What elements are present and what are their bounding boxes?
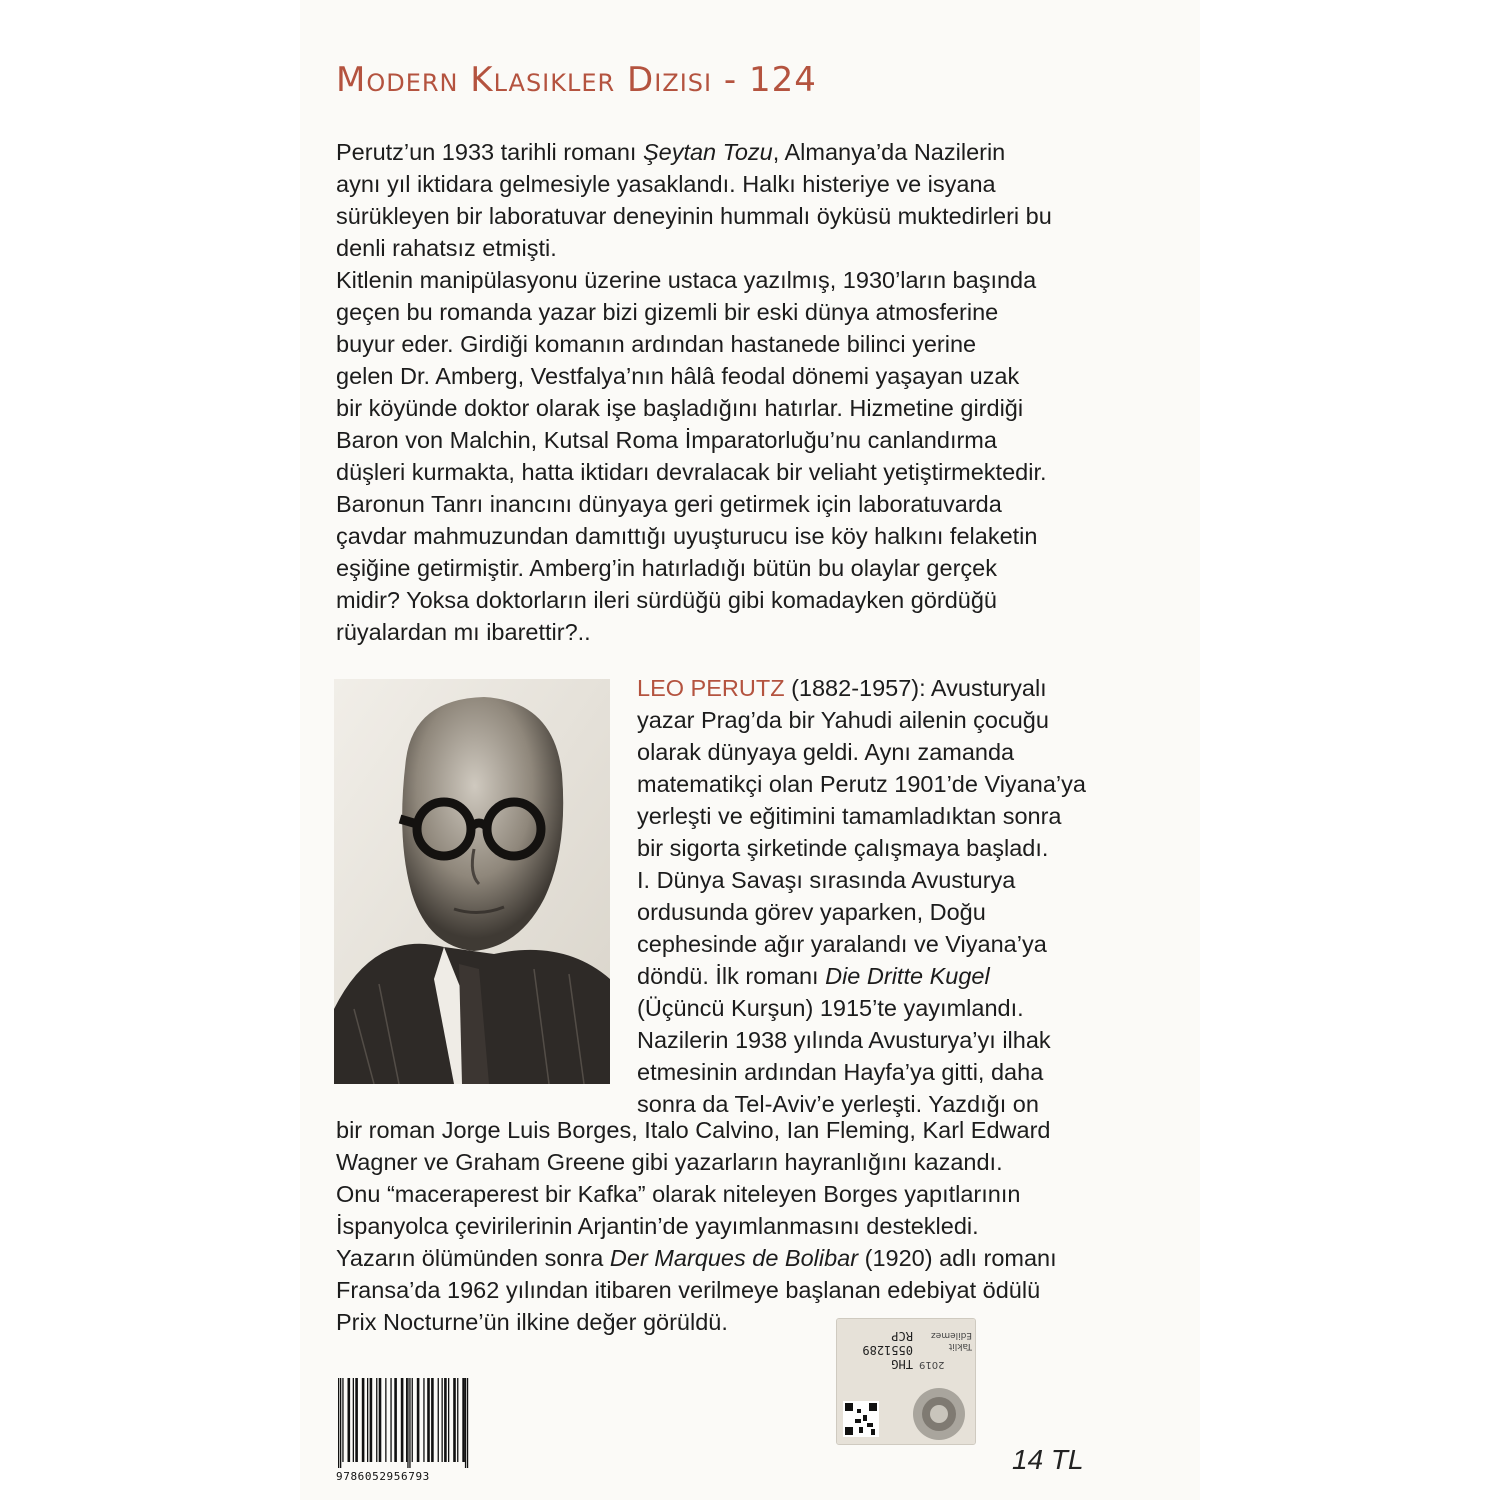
- text-segment: Nazilerin 1938 yılında Avusturya’yı ilhak: [637, 1027, 1051, 1053]
- author-biography: [336, 1114, 1126, 1338]
- barcode-bar: [409, 1378, 410, 1468]
- text-segment: döndü. İlk romanı: [637, 963, 826, 989]
- text-line: [637, 864, 1137, 896]
- barcode-bar: [362, 1378, 365, 1462]
- text-line: [637, 1056, 1137, 1088]
- text-line: [336, 1146, 1126, 1178]
- barcode-bar: [355, 1378, 358, 1462]
- text-segment: (Üçüncü Kurşun) 1915’te yayımlandı.: [637, 995, 1024, 1021]
- author-portrait-drawing: [334, 679, 610, 1084]
- text-segment: , Almanya’da Nazilerin: [772, 139, 1006, 165]
- text-segment: bir roman Jorge Luis Borges, Italo Calvino, Ian Fleming, Karl Edward: [336, 1117, 1051, 1143]
- text-line: [336, 136, 1126, 168]
- text-line: [336, 456, 1126, 488]
- sticker-year: 2019: [919, 1359, 945, 1370]
- text-line: [336, 200, 1126, 232]
- text-segment: midir? Yoksa doktorların ileri sürdüğü gibi komadayken gördüğü: [336, 587, 997, 613]
- series-title: Modern Klasikler Dizisi - 124: [336, 60, 817, 100]
- text-line: [637, 992, 1137, 1024]
- text-segment: ordusunda görev yaparken, Doğu: [637, 899, 986, 925]
- barcode-bar: [412, 1378, 413, 1462]
- text-line: [637, 736, 1137, 768]
- text-segment: denli rahatsız etmişti.: [336, 235, 557, 261]
- text-segment: eşiğine getirmiştir. Amberg’in hatırladığı bütün bu olaylar gerçek: [336, 555, 997, 581]
- barcode-bar: [385, 1378, 386, 1462]
- barcode-bar: [431, 1378, 434, 1462]
- isbn-number: 9786052956793: [336, 1470, 430, 1483]
- barcode-bar: [342, 1378, 343, 1462]
- text-line: [336, 1274, 1126, 1306]
- barcode-bar: [370, 1378, 373, 1462]
- barcode-bar: [457, 1378, 458, 1462]
- text-segment: Şeytan Tozu: [642, 139, 773, 165]
- text-line: [637, 768, 1137, 800]
- barcode-bar: [453, 1378, 456, 1462]
- barcode-bar: [442, 1378, 443, 1462]
- text-line: [637, 672, 1137, 704]
- text-line: [336, 264, 1126, 296]
- text-segment: sonra da Tel-Aviv’e yerleşti. Yazdığı on: [637, 1091, 1039, 1117]
- text-line: [336, 1210, 1126, 1242]
- text-line: [336, 392, 1126, 424]
- barcode-bar: [417, 1378, 420, 1462]
- text-segment: Baronun Tanrı inancını dünyaya geri getirmek için laboratuvarda: [336, 491, 1002, 517]
- author-portrait: [334, 679, 610, 1084]
- barcode-bar: [407, 1378, 408, 1468]
- text-segment: çavdar mahmuzundan damıttığı uyuşturucu ise köy halkını felaketin: [336, 523, 1038, 549]
- barcode-bar: [423, 1378, 424, 1462]
- text-segment: matematikçi olan Perutz 1901’de Viyana’ya: [637, 771, 1086, 797]
- bandrol-sticker: [836, 1318, 976, 1445]
- text-segment: aynı yıl iktidara gelmesiyle yasaklandı. Halkı histeriye ve isyana: [336, 171, 996, 197]
- text-segment: Yazarın ölümünden sonra: [336, 1245, 610, 1271]
- text-segment: rüyalardan mı ibarettir?..: [336, 619, 591, 645]
- text-line: [336, 552, 1126, 584]
- text-segment: yerleşti ve eğitimini tamamladıktan sonra: [637, 803, 1062, 829]
- text-line: [637, 704, 1137, 736]
- barcode-bar: [406, 1378, 407, 1462]
- text-segment: Baron von Malchin, Kutsal Roma İmparatorluğu’nu canlandırma: [336, 427, 997, 453]
- barcode-bar: [353, 1378, 354, 1462]
- price-label: 14 TL: [1012, 1444, 1084, 1475]
- text-segment: Fransa’da 1962 yılından itibaren verilmeye başlanan edebiyat ödülü: [336, 1277, 1041, 1303]
- text-segment: düşleri kurmakta, hatta iktidarı devralacak bir veliaht yetiştirmektedir.: [336, 459, 1047, 485]
- text-segment: bir sigorta şirketinde çalışmaya başladı.: [637, 835, 1049, 861]
- text-line: [336, 232, 1126, 264]
- barcode-bar: [438, 1378, 439, 1462]
- text-segment: I. Dünya Savaşı sırasında Avusturya: [637, 867, 1016, 893]
- text-segment: geçen bu romanda yazar bizi gizemli bir eski dünya atmosferine: [336, 299, 999, 325]
- author-biography-side: [637, 672, 1137, 1120]
- barcode-bar: [390, 1378, 391, 1462]
- barcode-bar: [340, 1378, 341, 1468]
- text-segment: etmesinin ardından Hayfa’ya gitti, daha: [637, 1059, 1044, 1085]
- barcode-bar: [465, 1378, 466, 1468]
- sticker-code: THG 0551289 RCP: [862, 1329, 913, 1371]
- barcode-bar: [367, 1378, 368, 1462]
- text-segment: Perutz’un 1933 tarihli romanı: [336, 139, 643, 165]
- barcode-bar: [376, 1378, 377, 1462]
- text-segment: olarak dünyaya geldi. Aynı zamanda: [637, 739, 1015, 765]
- barcode-bar: [448, 1378, 449, 1462]
- barcode-bar: [401, 1378, 404, 1462]
- text-line: [336, 1114, 1126, 1146]
- text-line: [336, 1242, 1126, 1274]
- text-segment: Die Dritte Kugel: [825, 963, 990, 989]
- text-segment: yazar Prag’da bir Yahudi ailenin çocuğu: [637, 707, 1049, 733]
- sticker-label: Taklit Edilemez: [931, 1330, 972, 1351]
- barcode-bar: [467, 1378, 468, 1468]
- text-line: [336, 424, 1126, 456]
- barcode-bar: [444, 1378, 447, 1462]
- text-segment: (1920) adlı romanı: [858, 1245, 1057, 1271]
- barcode-bar: [394, 1378, 397, 1462]
- isbn-barcode: [336, 1378, 494, 1468]
- text-line: [637, 960, 1137, 992]
- text-segment: Prix Nocturne’ün ilkine değer görüldü.: [336, 1309, 728, 1335]
- text-segment: Onu “maceraperest bir Kafka” olarak niteleyen Borges yapıtlarının: [336, 1181, 1021, 1207]
- text-segment: İspanyolca çevirilerinin Arjantin’de yayımlanmasını destekledi.: [336, 1213, 979, 1239]
- barcode-bar: [338, 1378, 339, 1468]
- barcode-bar: [379, 1378, 382, 1462]
- text-line: [637, 832, 1137, 864]
- book-synopsis: [336, 136, 1126, 648]
- text-line: [336, 584, 1126, 616]
- text-line: [336, 1178, 1126, 1210]
- text-line: [336, 328, 1126, 360]
- text-segment: buyur eder. Girdiği komanın ardından hastanede bilinci yerine: [336, 331, 977, 357]
- text-line: [336, 1306, 1126, 1338]
- text-segment: Kitlenin manipülasyonu üzerine ustaca yazılmış, 1930’ların başında: [336, 267, 1037, 293]
- text-segment: gelen Dr. Amberg, Vestfalya’nın hâlâ feodal dönemi yaşayan uzak: [336, 363, 1020, 389]
- text-segment: Der Marques de Bolibar: [609, 1245, 859, 1271]
- text-segment: bir köyünde doktor olarak işe başladığını hatırlar. Hizmetine girdiği: [336, 395, 1024, 421]
- text-line: [637, 896, 1137, 928]
- text-line: [336, 296, 1126, 328]
- text-line: [336, 360, 1126, 392]
- text-line: [336, 488, 1126, 520]
- text-segment: Wagner ve Graham Greene gibi yazarların hayranlığını kazandı.: [336, 1149, 1003, 1175]
- barcode-bar: [462, 1378, 465, 1462]
- text-line: [336, 520, 1126, 552]
- text-segment: (1882-1957): Avusturyalı: [784, 675, 1047, 701]
- text-line: [336, 616, 1126, 648]
- text-line: [637, 1024, 1137, 1056]
- text-segment: cephesinde ağır yaralandı ve Viyana’ya: [637, 931, 1047, 957]
- barcode-bar: [427, 1378, 430, 1462]
- text-line: [637, 928, 1137, 960]
- text-segment: sürükleyen bir laboratuvar deneyinin hummalı öyküsü muktedirleri bu: [336, 203, 1052, 229]
- barcode-bar: [348, 1378, 351, 1462]
- text-line: [637, 800, 1137, 832]
- author-name: LEO PERUTZ: [637, 675, 785, 701]
- text-line: [336, 168, 1126, 200]
